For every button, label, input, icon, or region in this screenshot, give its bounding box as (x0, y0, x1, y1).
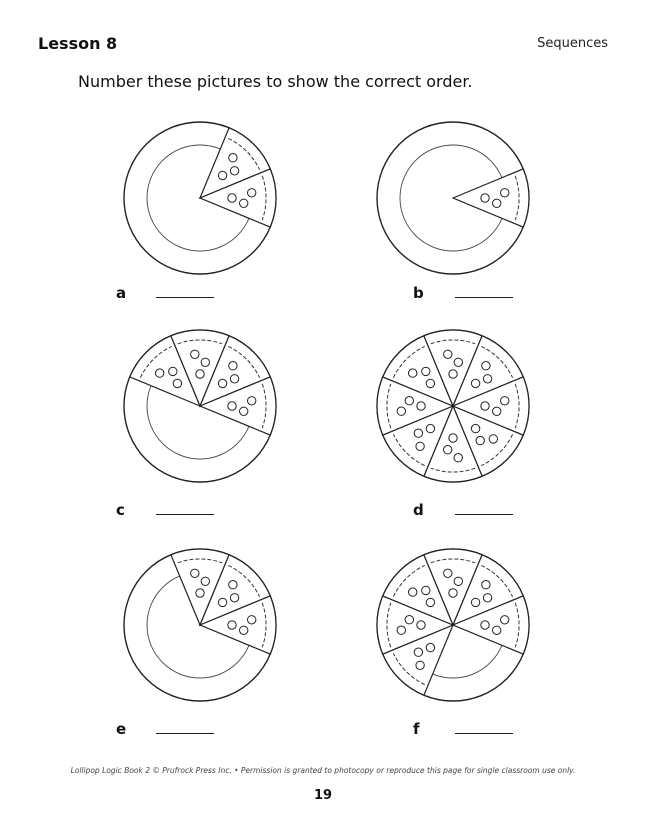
pizza-slice-icon (453, 169, 529, 227)
item-label-c: c (116, 501, 125, 519)
pizza-picture-f (373, 545, 533, 705)
page-number: 19 (313, 788, 333, 803)
pizza-picture-a (120, 118, 280, 278)
pizza-picture-d (373, 326, 533, 486)
answer-blank-b[interactable] (455, 297, 513, 298)
answer-blank-e[interactable] (156, 733, 214, 734)
pizza-picture-b (373, 118, 533, 278)
item-label-b: b (413, 284, 424, 302)
answer-blank-d[interactable] (455, 514, 513, 515)
answer-blank-c[interactable] (156, 514, 214, 515)
pizza-picture-c (120, 326, 280, 486)
instructions: Number these pictures to show the correct order. (78, 72, 473, 91)
answer-blank-f[interactable] (455, 733, 513, 734)
pizza-picture-e (120, 545, 280, 705)
copyright-note: Lollipop Logic Book 2 © Prufrock Press Inc. • Permission is granted to photocopy or reproduce this page for single classroom use only. (70, 766, 576, 775)
item-label-f: f (413, 720, 420, 738)
topic-title: Sequences (537, 36, 608, 51)
item-label-d: d (413, 501, 424, 519)
item-label-e: e (116, 720, 127, 738)
answer-blank-a[interactable] (156, 297, 214, 298)
lesson-title: Lesson 8 (38, 34, 118, 53)
item-label-a: a (116, 284, 127, 302)
